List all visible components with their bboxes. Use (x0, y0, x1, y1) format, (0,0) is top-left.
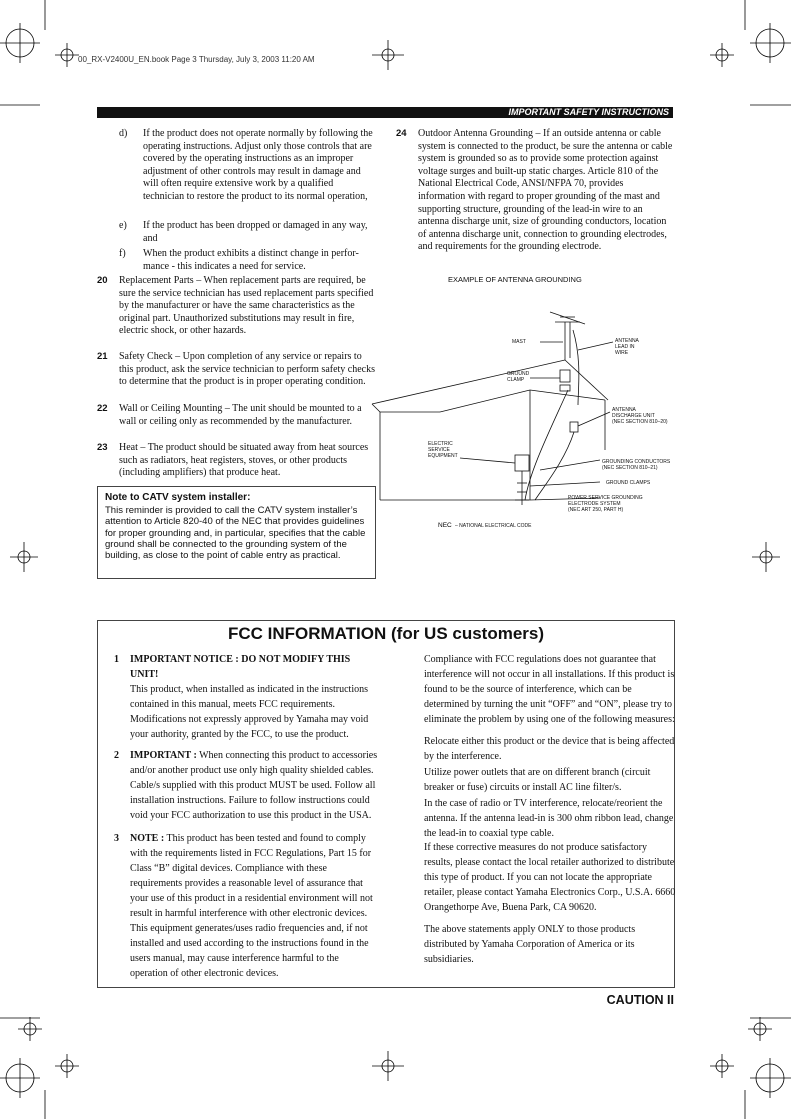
fcc-information-box (97, 620, 675, 988)
label-discharge-3: (NEC SECTION 810–20) (612, 419, 668, 425)
label-antenna-lead-1: ANTENNA (615, 338, 639, 344)
section-banner: IMPORTANT SAFETY INSTRUCTIONS (97, 107, 673, 118)
sub-item-text: When the product exhibits a distinct change in perfor-mance - this indicates a need for service. (143, 248, 359, 272)
label-power-3: (NEC ART 250, PART H) (568, 507, 624, 513)
label-ground-clamp-2: CLAMP (507, 377, 525, 383)
fcc-paragraph: In the case of radio or TV interference, relocate/reorient the antenna. If the antenna lead-in is 300 ohm ribbon lead, change the lead-in to coaxial type cable. (424, 798, 674, 839)
label-antenna-lead-3: WIRE (615, 350, 629, 356)
fcc-item-extra: This equipment generates/uses radio frequencies and, if not installed and used according to the instructions found in the users manual, may cause interference harmful to the operation of other electronic devices. (130, 923, 369, 979)
fcc-paragraph: The above statements apply ONLY to those products distributed by Yamaha Corporation of America or its subsidiaries. (424, 924, 636, 965)
fcc-title: FCC INFORMATION (for US customers) (227, 624, 545, 643)
label-conductors-1: GROUNDING CONDUCTORS (602, 459, 671, 465)
fcc-item-heading: IMPORTANT : (130, 750, 197, 761)
catv-note-box (97, 486, 376, 579)
label-power-1: POWER SERVICE GROUNDING (568, 495, 643, 501)
fcc-item-text: This product has been tested and found to comply with the requirements listed in FCC Regulations, Part 15 for Class “B” digital devices. Compliance with these requirements provides a reasonable level of assurance that your use of this product in a residential environment will not result in harmful interference with other electronic devices. (130, 833, 373, 919)
label-ground-clamps: GROUND CLAMPS (606, 480, 651, 486)
item-number: 23 (97, 442, 108, 453)
fcc-paragraph: If these corrective measures do not produce satisfactory results, please contact the local retailer authorized to distribute this type of product. If you can not locate the appropriate retailer, please contact Yamaha Electronics Corp., U.S.A. 6660 Orangethorpe Ave, Buena Park, CA 90620. (424, 842, 676, 913)
fcc-item-number: 1 (114, 654, 119, 665)
item-text: Outdoor Antenna Grounding – If an outside antenna or cable system is connected to the product, be sure the antenna or cable system is grounded so as to provide some protection against voltage surges and built-up static charges. Article 810 of the National Electrical Code, ANSI/NFPA 70, provides information with regard to proper grounding of the mast and supporting structure, grounding of the lead-in wire to an antenna discharge unit, size of grounding conductors, location of antenna discharge unit, connection to grounding electrodes, and requirements for the grounding electrode. (418, 128, 673, 253)
item-number: 21 (97, 351, 108, 362)
footer-caution-label: CAUTION II (606, 993, 674, 1007)
fcc-item-text: This product, when installed as indicated in the instructions contained in this manual, meets FCC requirements. Modifications not expressly approved by Yamaha may void your authority, granted by the FCC, to use the product. (130, 684, 369, 740)
item-text: Replacement Parts – When replacement parts are required, be sure the service technician has used replacement parts specified by the manufacturer or have the same characteristics as the original part. Unauthorized substitutions may result in fire, electric shock, or other hazards. (119, 275, 374, 337)
fcc-item-number: 2 (114, 750, 119, 761)
label-mast: MAST (512, 339, 526, 345)
note-title: Note to CATV system installer: (105, 492, 251, 503)
note-text: This reminder is provided to call the CATV system installer’s attention to Article 820-40 of the NEC that provides guidelines for proper grounding and, in particular, specifies that the cable ground shall be connected to the grounding system of the building, as close to the point of cable entry as practical. (105, 505, 366, 562)
label-electric-1: ELECTRIC (428, 441, 453, 447)
label-nec-full: – NATIONAL ELECTRICAL CODE (455, 523, 532, 529)
sub-item-label: f) (119, 248, 126, 259)
print-header: 00_RX-V2400U_EN.book Page 3 Thursday, July 3, 2003 11:20 AM (78, 55, 315, 64)
figure-title: EXAMPLE OF ANTENNA GROUNDING (448, 275, 582, 284)
label-power-2: ELECTRODE SYSTEM (568, 501, 621, 507)
item-text: Wall or Ceiling Mounting – The unit should be mounted to a wall or ceiling only as recommended by the manufacturer. (119, 403, 362, 427)
item-text: Safety Check – Upon completion of any service or repairs to this product, ask the service technician to perform safety checks to determine that the product is in proper operating condition. (119, 351, 376, 388)
sub-item-text: If the product has been dropped or damaged in any way, and (143, 220, 368, 244)
label-conductors-2: (NEC SECTION 810–21) (602, 465, 658, 471)
label-discharge-2: DISCHARGE UNIT (612, 413, 655, 419)
sub-item-label: d) (119, 128, 128, 139)
label-antenna-lead-2: LEAD IN (615, 344, 635, 350)
label-electric-3: EQUIPMENT (428, 453, 458, 459)
label-nec-abbr: NEC (438, 522, 452, 529)
antenna-grounding-diagram (370, 300, 680, 535)
fcc-item-heading: NOTE : (130, 833, 165, 844)
label-electric-2: SERVICE (428, 447, 450, 453)
sub-item-text: If the product does not operate normally by following the operating instructions. Adjust only those controls that are covered by the operating instructions as an improper adjustment of other controls may result in damage and will often require extensive work by a qualified technician to restore the product to its normal operation, (143, 128, 373, 202)
label-discharge-1: ANTENNA (612, 407, 636, 413)
fcc-item-heading: IMPORTANT NOTICE : DO NOT MODIFY THIS UNIT! (130, 654, 351, 680)
label-ground-clamp-1: GROUND (507, 371, 530, 377)
item-number: 24 (396, 128, 407, 139)
fcc-paragraph: Relocate either this product or the device that is being affected by the interference. (424, 736, 675, 762)
item-text: Heat – The product should be situated away from heat sources such as radiators, heat registers, stoves, or other products (including amplifiers) that produce heat. (119, 442, 369, 479)
fcc-item-number: 3 (114, 833, 119, 844)
sub-item-label: e) (119, 220, 127, 231)
fcc-paragraph: Compliance with FCC regulations does not guarantee that interference will not occur in all installations. If this product is found to be the source of interference, which can be determined by turning the unit “OFF” and “ON”, please try to eliminate the problem by using one of the following measures: (424, 654, 675, 725)
fcc-item-text: When connecting this product to accessories and/or another product use only high quality shielded cables. Cable/s supplied with this product MUST be used. Follow all installation instructions. Failure to follow instructions could void your FCC authorization to use this product in the USA. (130, 750, 378, 821)
fcc-paragraph: Utilize power outlets that are on different branch (circuit breaker or fuse) circuits or install AC line filter/s. (424, 767, 651, 793)
item-number: 22 (97, 403, 108, 414)
item-number: 20 (97, 275, 108, 286)
